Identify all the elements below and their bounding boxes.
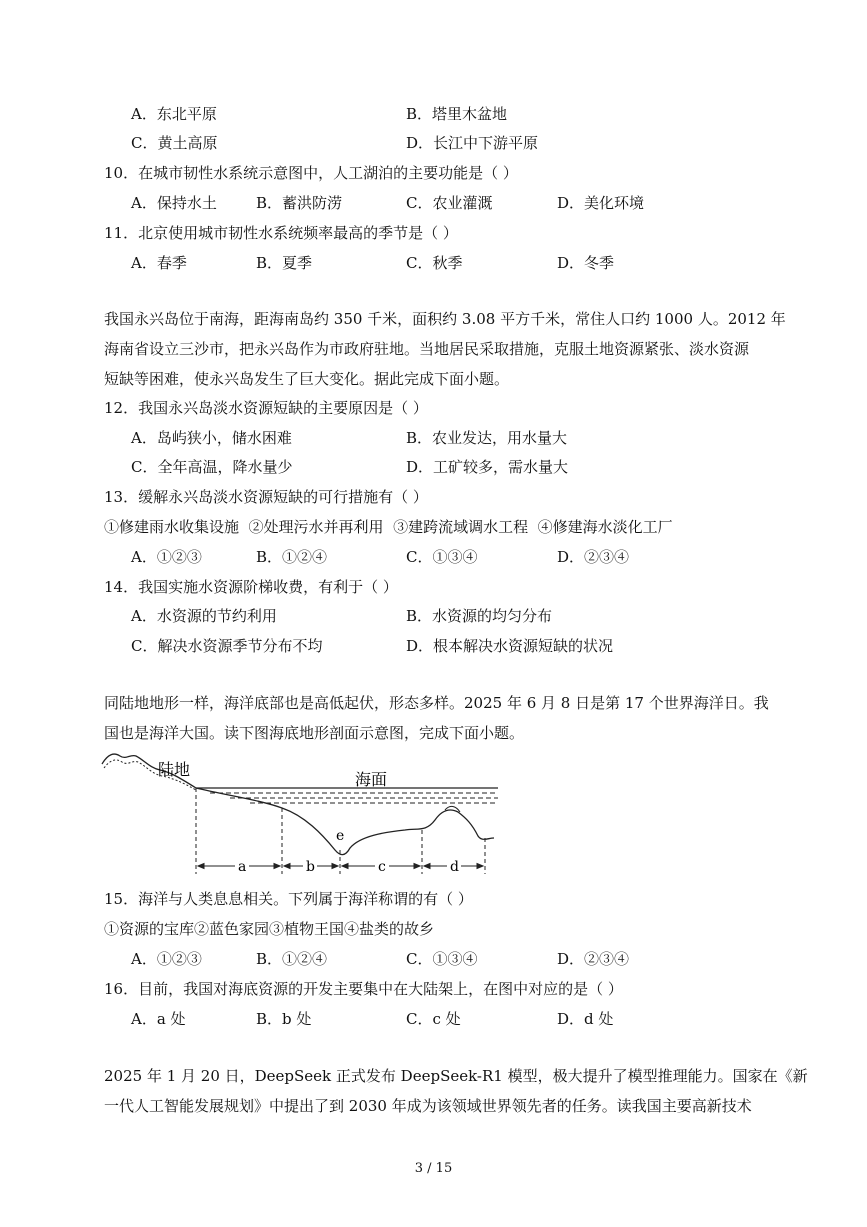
q12-stem: 12．我国永兴岛淡水资源短缺的主要原因是（ ） xyxy=(104,399,428,417)
q14-stem: 14．我国实施水资源阶梯收费，有利于（ ） xyxy=(104,578,398,596)
q12-option-c: C．全年高温，降水量少 xyxy=(131,458,293,476)
q9-option-c: C．黄土高原 xyxy=(131,134,218,152)
q13-option-b: B．①②④ xyxy=(256,548,328,566)
passage-ai-line-1: 2025 年 1 月 20 日，DeepSeek 正式发布 DeepSeek-R1 模型，极大提升了模型推理能力。国家在《新 xyxy=(104,1067,808,1085)
q13-option-a: A．①②③ xyxy=(131,548,202,566)
q12-option-a: A．岛屿狭小，储水困难 xyxy=(131,429,292,447)
q16-option-b: B．b 处 xyxy=(256,1010,312,1028)
sea-label: 海面 xyxy=(355,770,388,789)
segment-c-label: c xyxy=(378,859,386,875)
passage-ocean-line-1: 同陆地地形一样，海洋底部也是高低起伏，形态多样。2025 年 6 月 8 日是第 17 个世界海洋日。我 xyxy=(104,694,769,712)
q15-option-d: D．②③④ xyxy=(557,950,630,968)
q10-option-b: B．蓄洪防涝 xyxy=(256,194,343,212)
q11-option-a: A．春季 xyxy=(131,254,187,272)
q15-stem: 15．海洋与人类息息相关。下列属于海洋称谓的有（ ） xyxy=(104,890,473,908)
point-e-label: e xyxy=(336,828,345,844)
q15-items: ①资源的宝库②蓝色家园③植物王国④盐类的故乡 xyxy=(104,920,435,938)
q9-option-b: B．塔里木盆地 xyxy=(406,105,508,123)
q9-option-d: D．长江中下游平原 xyxy=(406,134,539,152)
q15-option-a: A．①②③ xyxy=(131,950,202,968)
q16-option-c: C．c 处 xyxy=(406,1010,461,1028)
q13-measures: ①修建雨水收集设施 ②处理污水并再利用 ③建跨流域调水工程 ④修建海水淡化工厂 xyxy=(104,518,673,536)
q12-option-d: D．工矿较多，需水量大 xyxy=(406,458,569,476)
q11-option-d: D．冬季 xyxy=(557,254,615,272)
q16-option-a: A．a 处 xyxy=(131,1010,186,1028)
passage-ai-line-2: 一代人工智能发展规划》中提出了到 2030 年成为该领域世界领先者的任务。读我国主要高新技术 xyxy=(104,1097,752,1115)
q14-option-a: A．水资源的节约利用 xyxy=(131,607,277,625)
q10-option-a: A．保持水土 xyxy=(131,194,217,212)
q10-stem: 10．在城市韧性水系统示意图中，人工湖泊的主要功能是（ ） xyxy=(104,164,518,182)
seabed-profile-figure xyxy=(100,748,500,880)
q14-option-b: B．水资源的均匀分布 xyxy=(406,607,553,625)
q15-option-b: B．①②④ xyxy=(256,950,328,968)
q16-option-d: D．d 处 xyxy=(557,1010,614,1028)
passage-ocean-line-2: 国也是海洋大国。读下图海底地形剖面示意图，完成下面小题。 xyxy=(104,724,525,742)
q11-stem: 11．北京使用城市韧性水系统频率最高的季节是（ ） xyxy=(104,224,458,242)
page-number: 3 / 15 xyxy=(414,1161,453,1176)
segment-d-label: d xyxy=(450,859,459,875)
q11-option-b: B．夏季 xyxy=(256,254,313,272)
q9-option-a: A．东北平原 xyxy=(131,105,217,123)
q13-stem: 13．缓解永兴岛淡水资源短缺的可行措施有（ ） xyxy=(104,488,428,506)
segment-a-label: a xyxy=(238,859,247,875)
q14-option-d: D．根本解决水资源短缺的状况 xyxy=(406,637,614,655)
q13-option-d: D．②③④ xyxy=(557,548,630,566)
q14-option-c: C．解决水资源季节分布不均 xyxy=(131,637,323,655)
q11-option-c: C．秋季 xyxy=(406,254,463,272)
segment-b-label: b xyxy=(306,859,315,875)
q15-option-c: C．①③④ xyxy=(406,950,478,968)
q12-option-b: B．农业发达，用水量大 xyxy=(406,429,568,447)
q10-option-c: C．农业灌溉 xyxy=(406,194,493,212)
passage-yongxing-line-2: 海南省设立三沙市，把永兴岛作为市政府驻地。当地居民采取措施，克服土地资源紧张、淡水资源 xyxy=(104,340,750,358)
passage-yongxing-line-3: 短缺等困难，使永兴岛发生了巨大变化。据此完成下面小题。 xyxy=(104,370,510,388)
q10-option-d: D．美化环境 xyxy=(557,194,645,212)
q13-option-c: C．①③④ xyxy=(406,548,478,566)
q16-stem: 16．目前，我国对海底资源的开发主要集中在大陆架上，在图中对应的是（ ） xyxy=(104,980,623,998)
passage-yongxing-line-1: 我国永兴岛位于南海，距海南岛约 350 千米，面积约 3.08 平方千米，常住人口约 1000 人。2012 年 xyxy=(104,310,786,328)
land-label: 陆地 xyxy=(158,760,191,779)
